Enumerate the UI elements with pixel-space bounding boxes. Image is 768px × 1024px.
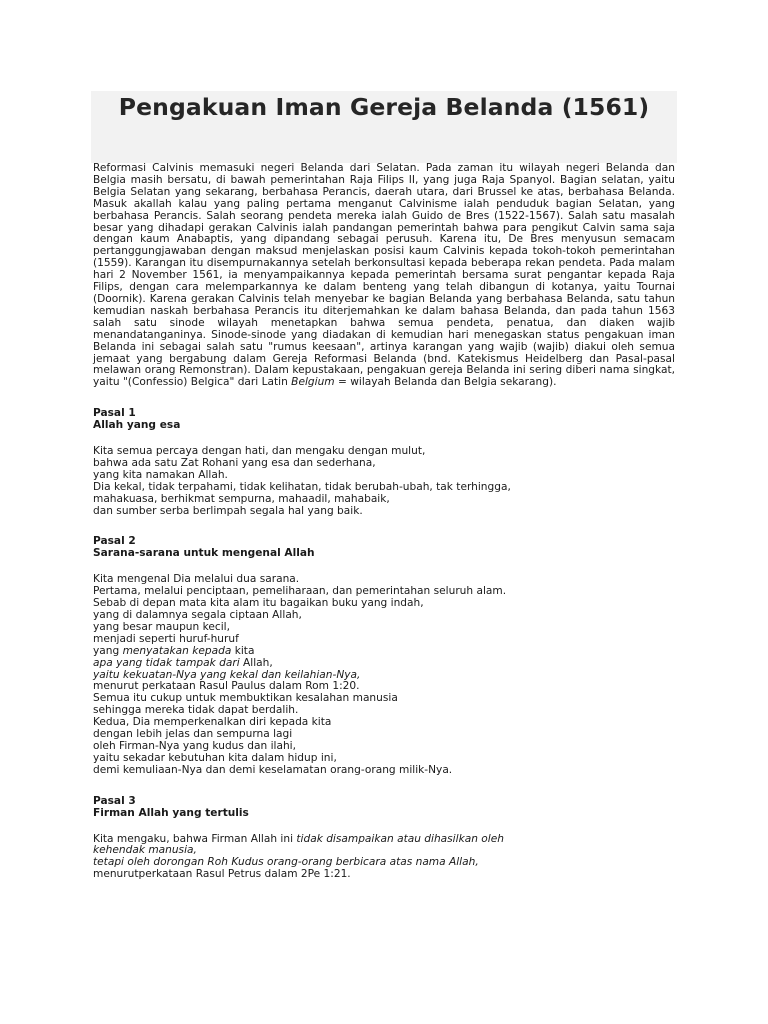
intro-paragraph [93,163,675,389]
verse-text: Allah, [239,656,273,669]
pasal-1-number: Pasal 1 [93,407,136,420]
page-title: Pengakuan Iman Gereja Belanda (1561) [118,93,650,121]
verse-text: Kita mengaku, bahwa Firman Allah ini [93,832,297,845]
pasal-3-number: Pasal 3 [93,794,136,807]
verse-text: kita [231,644,255,657]
verse-line: Kedua, Dia memperkenalkan diri kepada kita [93,716,332,729]
pasal-2-verses [93,574,675,776]
verse-italic: tetapi oleh dorongan Roh Kudus orang-orang berbicara atas nama Allah, [93,856,479,869]
intro-text-after: = wilayah Belanda dan Belgia sekarang). [334,376,557,389]
verse-line: yang di dalamnya segala ciptaan Allah, [93,609,302,621]
verse-line: dan sumber serba berlimpah segala hal yang baik. [93,504,363,517]
verse-line: bahwa ada satu Zat Rohani yang esa dan sederhana, [93,456,376,469]
verse-italic: tidak disampaikan atau dihasilkan oleh [296,832,504,845]
verse-line: menurut perkataan Rasul Paulus dalam Rom 1:20. [93,680,360,693]
pasal-3-verses [93,834,675,882]
verse-italic: kehendak manusia, [93,844,197,857]
verse-line: mahakuasa, berhikmat sempurna, mahaadil, mahabaik, [93,492,390,505]
verse-line: Dia kekal, tidak terpahami, tidak kelihatan, tidak berubah-ubah, tak terhingga, [93,480,511,493]
verse-line: sehingga mereka tidak dapat berdalih. [93,704,299,717]
verse-line: Pertama, melalui penciptaan, pemeliharaan, dan pemerintahan seluruh alam. [93,585,507,598]
verse-italic: yaitu kekuatan-Nya yang kekal dan keilahian-Nya, [93,668,361,681]
verse-italic: menyatakan kepada [122,644,232,657]
verse-line: yang kita namakan Allah. [93,468,228,481]
verse-line: Sebab di depan mata kita alam itu bagaikan buku yang indah, [93,597,424,610]
verse-line: menjadi seperti huruf-huruf [93,632,239,645]
verse-line: demi kemuliaan-Nya dan demi keselamatan orang-orang milik-Nya. [93,763,453,776]
verse-line: yang besar maupun kecil, [93,620,230,633]
pasal-2-section [93,536,675,776]
verse-line: dengan lebih jelas dan sempurna lagi [93,728,293,741]
title-banner [91,91,677,163]
intro-italic-word: Belgium [291,376,335,389]
pasal-1-heading: Allah yang esa [93,419,181,432]
pasal-3-heading: Firman Allah yang tertulis [93,806,249,819]
pasal-1-section [93,408,675,517]
pasal-2-number: Pasal 2 [93,535,136,548]
verse-line: oleh Firman-Nya yang kudus dan ilahi, [93,739,296,752]
document-body [93,163,675,881]
verse-line: Kita semua percaya dengan hati, dan mengaku dengan mulut, [93,445,426,458]
verse-italic: apa yang tidak tampak dari [93,656,240,669]
pasal-2-heading: Sarana-sarana untuk mengenal Allah [93,547,315,560]
verse-line: yaitu sekadar kebutuhan kita dalam hidup ini, [93,751,337,764]
verse-line: Semua itu cukup untuk membuktikan kesalahan manusia [93,692,398,705]
intro-text-before: Reformasi Calvinis memasuki negeri Belanda dari Selatan. Pada zaman itu wilayah negeri Belanda dan Belgia masih bersatu, di bawah pemerintahan Raja Filips II, yang juga Raja Spanyol. Bagian selatan, yaitu Belgia Selatan yang sekarang, berbahasa Perancis, daerah utara, dari Brussel ke atas, berbahasa Belanda. Masuk akallah kalau yang paling pertama menganut Calvinisme ialah penduduk bagian Selatan, yang berbahasa Perancis. Salah seorang pendeta mereka ialah Guido de Bres (1522-1567). Salah satu masalah besar yang dihadapi gerakan Calvinis ialah pandangan pemerintah bahwa para pengikut Calvin sama saja dengan kaum Anabaptis, yang dipandang sebagai perusuh. Karena itu, De Bres menyusun semacam pertanggungjawaban dengan maksud menjelaskan posisi kaum Calvinis kepada tokoh-tokoh pemerintahan (1559). Karangan itu disempurnakannya setelah berkonsultasi kepada beberapa rekan pendeta. Pada malam hari 2 November 1561, ia menyampaikannya kepada pemerintah bersama surat pengantar kepada Raja Filips, dengan cara melemparkannya ke dalam benteng yang telah dibangun di kotanya, yaitu Tournai (Doornik). Karena gerakan Calvinis telah menyebar ke bagian Belanda yang berbahasa Belanda, satu tahun kemudian naskah berbahasa Perancis itu diterjemahkan ke dalam bahasa Belanda, dan pada tahun 1563 salah satu sinode wilayah menetapkan bahwa semua pendeta, penatua, dan diaken wajib menandatanganinya. Sinode-sinode yang diadakan di kemudian hari menegaskan status pengakuan iman Belanda ini sebagai salah satu "rumus keesaan", artinya karangan yang wajib (wajib) diakui oleh semua jemaat yang bergabung dalam Gereja Reformasi Belanda (bnd. Katekismus Heidelberg dan Pasal-pasal melawan orang Remonstran). Dalam kepustakaan, pengakuan gereja Belanda ini sering diberi nama singkat, yaitu "(Confessio) Belgica" dari Latin [93,162,675,389]
verse-line: menurutperkataan Rasul Petrus dalam 2Pe 1:21. [93,868,351,881]
verse-text: yang [93,644,123,657]
verse-line: Kita mengenal Dia melalui dua sarana. [93,573,300,586]
pasal-1-verses [93,446,675,517]
pasal-3-section [93,796,675,881]
